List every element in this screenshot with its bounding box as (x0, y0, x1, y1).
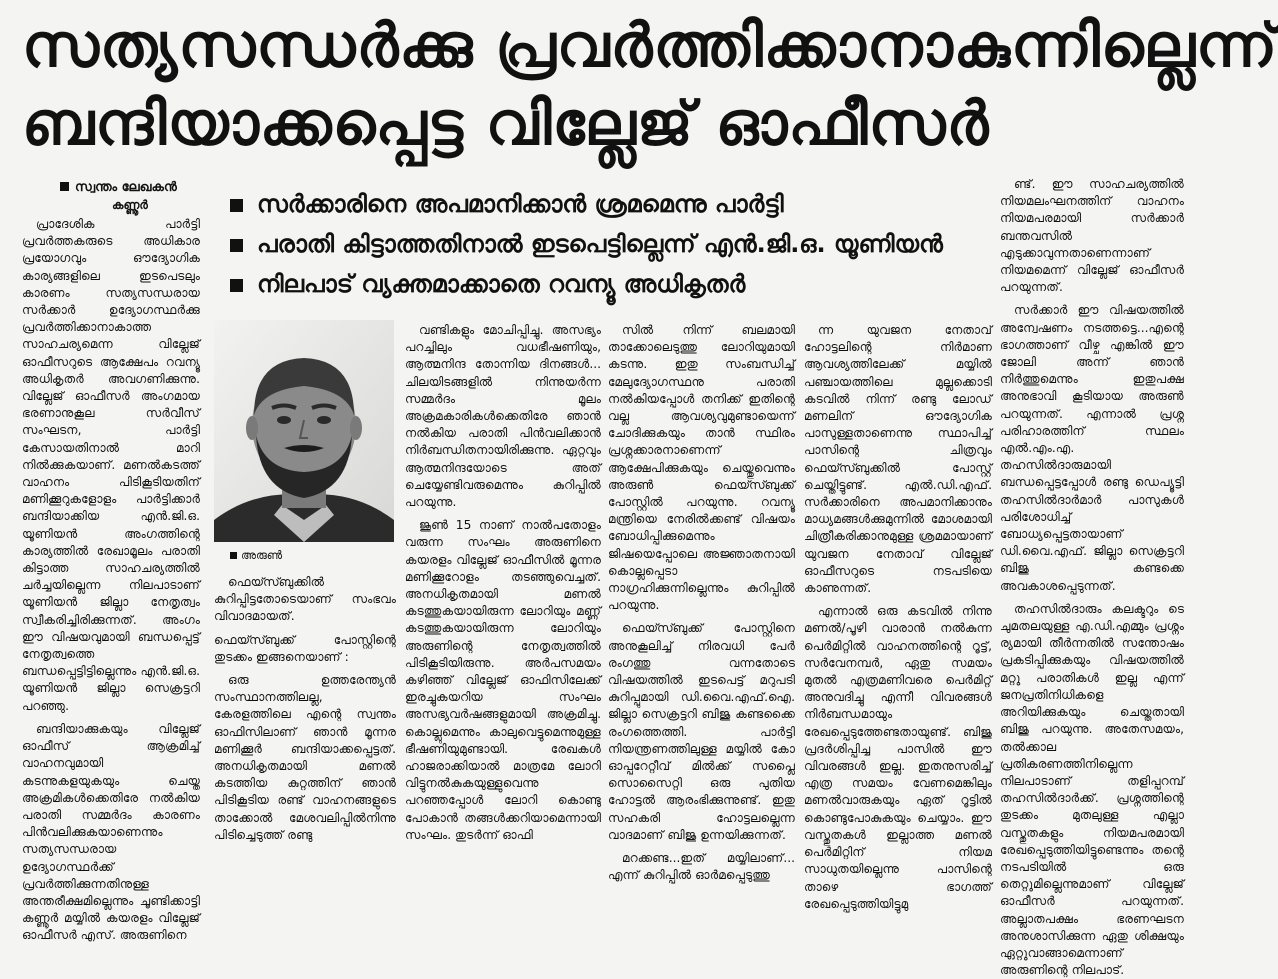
article-column-2 (405, 322, 601, 842)
paragraph: ന്ന യുവജന നേതാവ് ഹോട്ടലിന്റെ നിർമാണ ആവശ്യത്തിലേക്ക് മയ്യിൽ പഞ്ചായത്തിലെ മുല്ലക്കൊടി കടവിൽ നിന്ന് രണ്ടു ലോഡ് മണലിന് ഔദ്യോഗിക പാസുള്ളതാണെന്നു സ്ഥാപിച്ച് പാസിന്റെ ചിത്രവും ഫെയ്സ്ബുക്കിൽ പോസ്റ്റ് ചെയ്തിട്ടുണ്ട്. എൽ.ഡി.എഫ്. സർക്കാരിനെ അപമാനിക്കാനും മാധ്യമങ്ങൾക്കുമുന്നിൽ മോശമായി ചിത്രീകരിക്കാനുമുള്ള ശ്രമമായാണ് യുവജന നേതാവ് വില്ലേജ് ഓഫീസറുടെ നടപടിയെ കാണുന്നത്. (804, 323, 992, 596)
paragraph: ഫെയ്സ്ബുക്ക് പോസ്റ്റിന്റെ തുടക്കം ഇങ്ങനെയാണ് : (214, 632, 396, 664)
subheadline-bullets (230, 184, 990, 304)
byline-author: സ്വന്തം ലേഖകൻ (75, 180, 177, 195)
article-column-4 (804, 322, 992, 911)
byline (60, 180, 177, 195)
portrait-image (214, 320, 394, 542)
paragraph: തഹസിൽദാരും കലക്ടറും ടെ ചുമതലയുള്ള എ.ഡി.എമ്മും പ്രശ്നം ര്യമായി തീർന്നതിൽ സന്തോഷം പ്രകടിപ്പിക്കുകയും വിഷയത്തിൽ മറ്റു പരാതികൾ ഇല്ല എന്ന് ജനപ്രതിനിധികളെ അറിയിക്കുകയും ചെയ്തതായി ബിജു പറയുന്നു. അതേസമയം, തൽക്കാല പ്രതികരണത്തിനില്ലെന്ന നിലപാടാണ് തളിപ്പറമ്പ് തഹസിൽദാർക്ക്. പ്രശ്നത്തിന്റെ തുടക്കം മുതലുള്ള എല്ലാ വസ്തുതകളും നിയമപരമായി രേഖപ്പെടുത്തിയിട്ടുണ്ടെന്നും തന്റെ നടപടിയിൽ ഒരു തെറ്റുമില്ലെന്നുമാണ് വില്ലേജ് ഓഫീസർ പറയുന്നത്. അല്ലാതപക്ഷം ഭരണഘടന അനുശാസിക്കുന്ന ഏതു ശിക്ഷയും ഏറ്റുവാങ്ങാമെന്നാണ് അരുണിന്റെ നിലപാട്. (1000, 601, 1184, 978)
square-bullet-icon (230, 199, 243, 212)
photo-caption (230, 549, 282, 563)
paragraph: ജൂൺ 15 നാണ് നാൽപതോളം വരുന്ന സംഘം അരുണിനെ കയരളം വില്ലേജ് ഓഫീസിൽ മൂന്നര മണിക്കൂറോളം തടഞ്ഞുവെച്ചത്. അനധികൃതമായി മണൽ കടത്തുകയായിരുന്ന ലോറിയും മണ്ണ് കടത്തുകയായിരുന്ന ലോറിയും അരുണിന്റെ നേതൃത്വത്തിൽ പിടികൂടിയിരുന്നു. അർപസമയം കഴിഞ്ഞ് വില്ലേജ് ഓഫിസിലേക്ക് ഇരച്ചുകയറിയ സംഘം അസഭ്യവർഷങ്ങളുമായി അക്രമിച്ചു. കൊല്ലുമെന്നും കാലുവെട്ടുമെന്നുമുള്ള ഭീഷണിയുമുണ്ടായി. രേഖകൾ ഹാജരാക്കിയാൽ മാത്രമേ ലോറി വിട്ടുനൽകുകയുള്ളുവെന്നു പറഞ്ഞപ്പോൾ ലോറി കൊണ്ടു പോകാൻ തങ്ങൾക്കറിയാമെന്നായി സംഘം. തുടർന്ന് ഓഫി (405, 518, 601, 842)
square-bullet-icon (60, 182, 69, 191)
square-bullet-icon (230, 239, 243, 252)
paragraph: മറക്കണ്ട...ഇത് മയ്യിലാണ്... എന്ന് കുറിപ്പിൽ ഓർമപ്പെടുത്തു (608, 851, 795, 883)
article-column-5 (1000, 176, 1184, 978)
paragraph: സർക്കാർ ഈ വിഷയത്തിൽ അന്വേഷണം നടത്തട്ടെ...എന്റെ ഭാഗത്താണ് വീഴ്ച എങ്കിൽ ഈ ജോലി അന്ന് ഞാൻ നിർത്തുമെന്നും ഇതുപക്ഷ അനുഭാവി കൂടിയായ അരുൺ പറയുന്നത്. എന്നാൽ പ്രശ്ന പരിഹാരത്തിന് സ്ഥലം എൽ.എം.എ. തഹസിൽദാരുമായി ബന്ധപ്പെട്ടപ്പോൾ രണ്ടു ഡെപ്യൂട്ടി തഹസിൽദാർമാർ പാസുകൾ പരിശോധിച്ച് ബോധ്യപ്പെട്ടതായാണ് ഡി.വൈ.എഫ്. ജില്ലാ സെക്രട്ടറി ബിജു കണ്ടക്കെ അവകാശപ്പെടുന്നത്. (1000, 303, 1184, 593)
paragraph: ഫെയ്സ്ബുക്ക് പോസ്റ്റിനെ അനുകൂലിച്ച് നിരവധി പേർ രംഗത്തു വന്നതോടെ വിഷയത്തിൽ ഇടപെട്ട് മറുപടി കുറിപ്പുമായി ഡി.വൈ.എഫ്.ഐ. ജില്ലാ സെക്രട്ടറി ബിജു കണ്ടക്കൈ രംഗത്തെത്തി. പാർട്ടി നിയന്ത്രണത്തിലുള്ള മയ്യിൽ കോ ഓപ്പറേറ്റീവ് മിൽക്ക് സപ്ലൈ സൊസൈറ്റി ഒരു പുതിയ ഹോട്ടൽ ആരംഭിക്കുന്നുണ്ട്. ഇതു സഹകരി ഹോട്ടലല്ലെന്ന വാദമാണ് ബിജു ഉന്നയിക്കുന്നത്. (608, 621, 795, 842)
headline-line-2: ബന്ദിയാക്കപ്പെട്ട വില്ലേജ് ഓഫീസർ (22, 89, 990, 159)
bullet-point (230, 184, 990, 224)
bullet-point (230, 264, 990, 304)
paragraph: ഫെയ്സ്ബുക്കിൽ കുറിപ്പിട്ടതോടെയാണ് സംഭവം വിവാദമായത്. (214, 575, 396, 624)
headline-line-1: സത്യസന്ധർക്കു പ്രവർത്തിക്കാനാകുന്നില്ലെന്ന് (22, 11, 1278, 81)
paragraph: ബന്ദിയാക്കുകയും വില്ലേജ് ഓഫീസ് ആക്രമിച്ച് വാഹനവുമായി കടന്നുകളയുകയും ചെയ്ത അക്രമികൾക്കെതിരേ നൽകിയ പരാതി സമ്മർദം കാരണം പിൻവലിക്കുകയാണെന്നും സത്യസന്ധരായ ഉദ്യോഗസ്ഥർക്ക് പ്രവർത്തിക്കുന്നതിനുള്ള അന്തരീക്ഷമില്ലെന്നും ചൂണ്ടിക്കാട്ടി കണ്ണൂർ മയ്യിൽ കയരളം വില്ലേജ് ഓഫീസർ എസ്. അരുണിനെ (22, 721, 200, 943)
article-column-3 (608, 322, 795, 883)
bullet-text: നിലപാട് വ്യക്തമാക്കാതെ റവന്യൂ അധികൃതർ (257, 270, 746, 298)
paragraph: എന്നാൽ ഒരു കടവിൽ നിന്നു മണൽ/പൂഴി വാരാൻ നൽകുന്ന പെർമിറ്റിൽ വാഹനത്തിന്റെ റൂട്ട്, സർവേനമ്പർ, ഏതു സമയം മുതൽ എത്രമണിവരെ പെർമിറ്റ് അനുവദിച്ചു എന്നീ വിവരങ്ങൾ നിർബന്ധമായും രേഖപ്പെടുത്തേണ്ടതായുണ്ട്. ബിജു പ്രദർശിപ്പിച്ച പാസിൽ ഈ വിവരങ്ങൾ ഇല്ല. ഇതനുസരിച്ച് എത്ര സമയം വേണമെങ്കിലും മണൽവാരുകയും ഏത് റൂട്ടിൽ കൊണ്ടുപോകുകയും ചെയ്യാം. ഈ വസ്തുതകൾ ഇല്ലാത്ത മണൽ പെർമിറ്റിന് നിയമ സാധുതയില്ലെന്നു പാസിന്റെ താഴെ ഭാഗത്ത് രേഖപ്പെടുത്തിയിട്ടുമു (804, 604, 992, 911)
square-bullet-icon (230, 279, 243, 292)
bullet-text: സർക്കാരിനെ അപമാനിക്കാൻ ശ്രമമെന്നു പാർട്ടി (257, 190, 784, 218)
paragraph: പ്രാദേശിക പാർട്ടി പ്രവർത്തകരുടെ അധികാര പ്രയോഗവും ഔദ്യോഗിക കാര്യങ്ങളിലെ ഇടപെടലും കാരണം സത്യസന്ധരായ സർക്കാർ ഉദ്യോഗസ്ഥർക്കു പ്രവർത്തിക്കാനാകാത്ത സാഹചര്യമെന്ന വില്ലേജ് ഓഫീസറുടെ ആക്ഷേപം റവന്യൂ അധികൃതർ അവഗണിക്കുന്നു. വില്ലേജ് ഓഫീസർ അംഗമായ ഭരണാനുകൂല സർവീസ് സംഘടന, പാർട്ടി കേസായതിനാൽ മാറി നിൽക്കുകയാണ്. മണൽകടത്ത് വാഹനം പിടികൂടിയതിന് മണിക്കൂറുകളോളം പാർട്ടിക്കാർ ബന്ദിയാക്കിയ എൻ.ജി.ഒ. യൂണിയൻ അംഗത്തിന്റെ കാര്യത്തിൽ രേഖാമൂലം പരാതി കിട്ടാത്ത സാഹചര്യത്തിൽ ചർച്ചയില്ലെന്ന നിലപാടാണ് യൂണിയൻ ജില്ലാ നേതൃത്വം സ്വീകരിച്ചിരിക്കുന്നത്. അംഗം ഈ വിഷയവുമായി ബന്ധപ്പെട്ട് നേതൃത്വത്തെ ബന്ധപ്പെട്ടിട്ടില്ലെന്നും എൻ.ജി.ഒ. യൂണിയൻ ജില്ലാ സെക്രട്ടറി പറഞ്ഞു. (22, 217, 200, 713)
portrait-photo (214, 320, 394, 542)
byline-place: കണ്ണൂർ (112, 198, 148, 212)
bullet-text: പരാതി കിട്ടാത്തതിനാൽ ഇടപെട്ടില്ലെന്ന് എൻ.ജി.ഒ. യൂണിയൻ (257, 230, 943, 258)
paragraph: ഒരു ഉത്തരേന്ത്യൻ സംസ്ഥാനത്തിലല്ല, കേരളത്തിലെ എന്റെ സ്വന്തം ഓഫിസിലാണ് ഞാൻ മൂന്നര മണിക്കൂർ ബന്ദിയാക്കപ്പെട്ടത്. അനധികൃതമായി മണൽ കടത്തിയ കുറ്റത്തിന് ഞാൻ പിടികൂടിയ രണ്ട് വാഹനങ്ങളുടെ താക്കോൽ മേശവലിപ്പിൽനിന്നു പിടിച്ചെടുത്ത് രണ്ടു (214, 673, 396, 842)
article-column-1 (22, 216, 200, 943)
square-bullet-icon (230, 552, 237, 559)
caption-text: അരുൺ (241, 549, 283, 562)
paragraph: സിൽ നിന്ന് ബലമായി താക്കോലെടുത്തു ലോറിയുമായി കടന്നു. ഇതു സംബന്ധിച്ച് മേലുദ്യോഗസ്ഥനു പരാതി നൽകിയപ്പോൾ തനിക്ക് ഇതിന്റെ വല്ല ആവശ്യവുമുണ്ടായെന്ന് ചോദിക്കുകയും താൻ സ്ഥിരം പ്രശ്നക്കാരനാണെന്ന് ആക്ഷേപിക്കുകയും ചെയ്തുവെന്നും അരുൺ ഫെയ്സ്ബുക്ക് പോസ്റ്റിൽ പറയുന്നു. റവന്യൂ മന്ത്രിയെ നേരിൽക്കണ്ട് വിഷയം ബോധിപ്പിക്കുമെന്നും ജിഷയെപ്പോലെ അജ്ഞാതനായി കൊല്ലപ്പെടാ നാഗ്രഹിക്കുന്നില്ലെന്നും കുറിപ്പിൽ പറയുന്നു. (608, 323, 795, 613)
paragraph: വണ്ടികളും മോചിപ്പിച്ചു. അസഭ്യം പറച്ചിലും വധഭീഷണിയും, ആത്മനിന്ദ തോന്നിയ ദിനങ്ങൾ... ചിലയിടങ്ങളിൽ നിന്നുയർന്ന സമ്മർദം മൂലം അക്രമകാരികൾക്കെതിരേ ഞാൻ നൽകിയ പരാതി പിൻവലിക്കാൻ നിർബന്ധിതനായിരിക്കുന്നു. ഏറ്റവും ആത്മനിന്ദയോടെ അത് ചെയ്യേണ്ടിവരുമെന്നും കുറിപ്പിൽ പറയുന്നു. (405, 323, 601, 510)
bullet-point (230, 224, 990, 264)
paragraph: ണ്ട്. ഈ സാഹചര്യത്തിൽ നിയമലംഘനത്തിന് വാഹനം നിയമപരമായി സർക്കാർ ബന്തവസിൽ എടുക്കാവുന്നതാണെന്നാണ് നിയമമെന്ന് വില്ലേജ് ഓഫീസർ പറയുന്നത്. (1000, 177, 1184, 295)
article-column-photo (214, 574, 396, 850)
